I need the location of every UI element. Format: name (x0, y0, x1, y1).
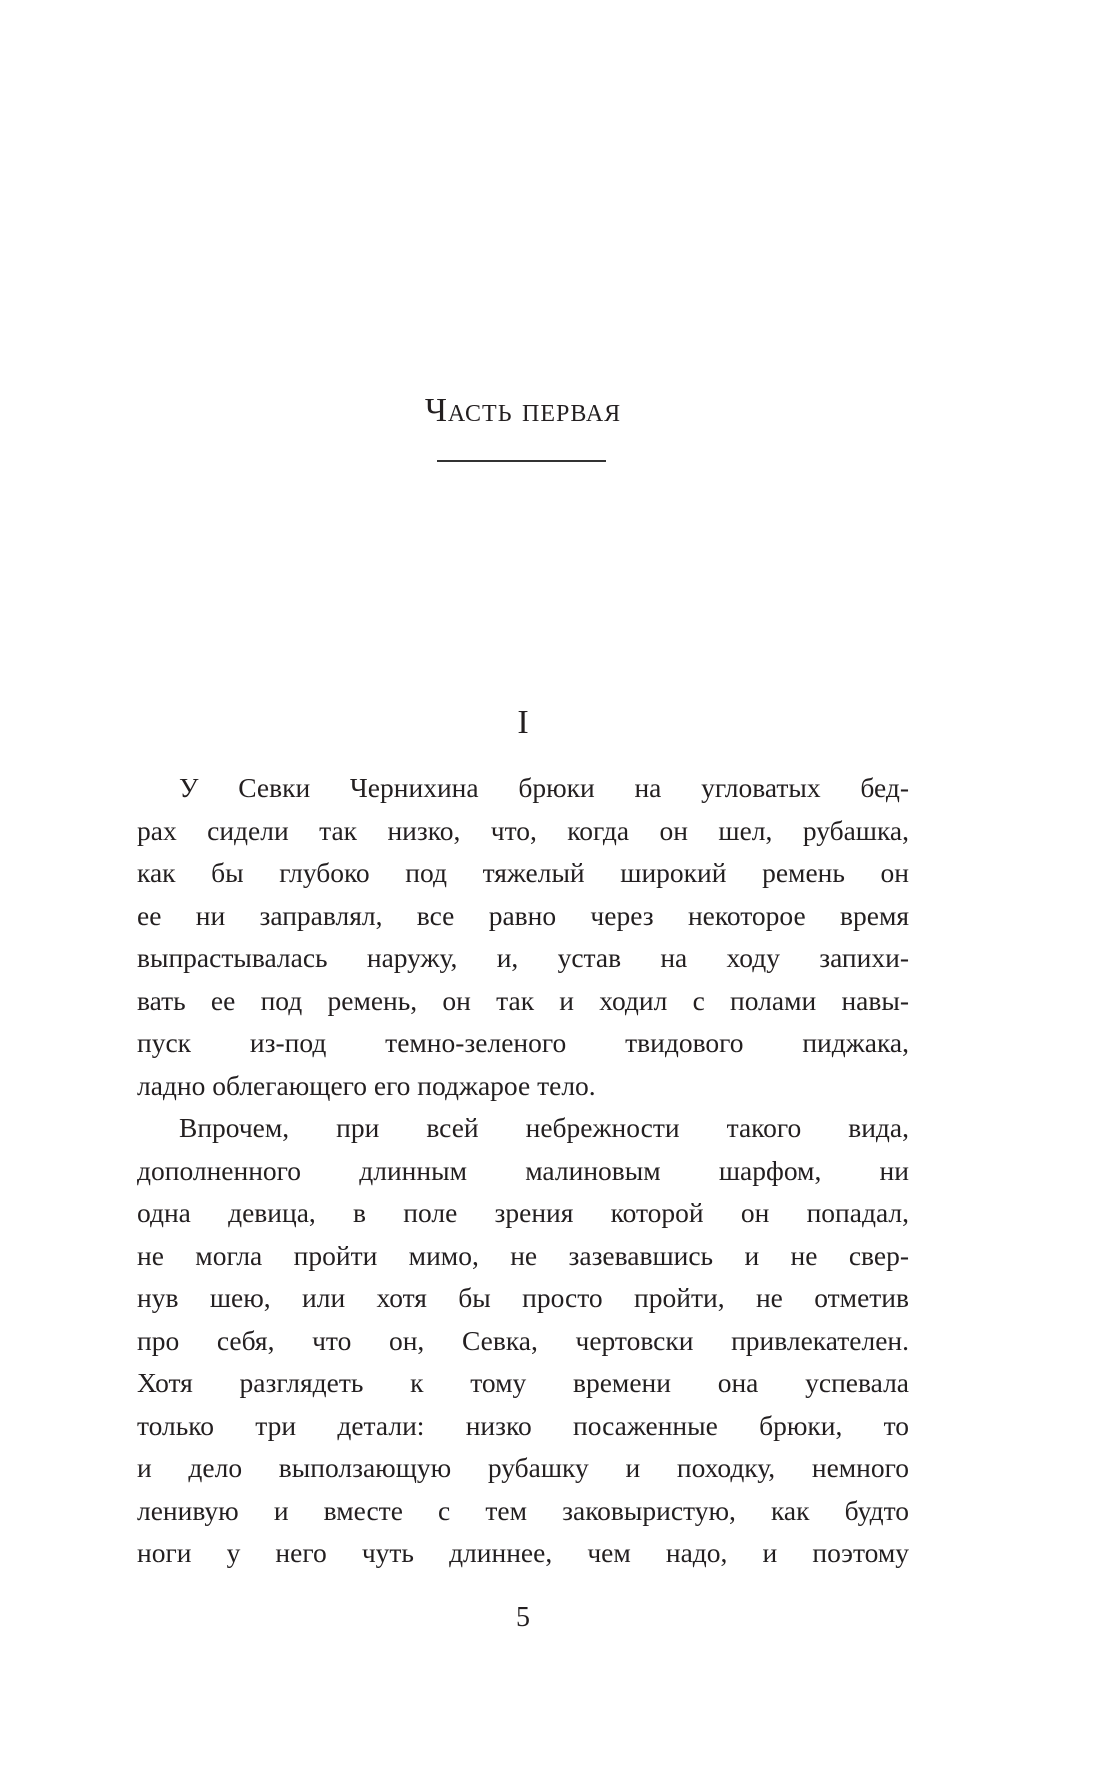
text-line: Хотя разглядеть к тому времени она успевала (137, 1367, 909, 1398)
text-line: вать ее под ремень, он так и ходил с полами навы- (137, 984, 909, 1016)
text-line: ладно облегающего его поджарое тело. (137, 1069, 596, 1101)
text-line: как бы глубоко под тяжелый широкий ремень он (137, 857, 909, 888)
page-number: 5 (516, 1602, 530, 1633)
text-line: ленивую и вместе с тем заковыристую, как будто (137, 1494, 909, 1526)
text-line: ноги у него чуть длиннее, чем надо, и поэтому (137, 1537, 909, 1568)
chapter-number: I (517, 704, 529, 741)
text-line: и дело выползающую рубашку и походку, немного (137, 1452, 909, 1483)
text-line: не могла пройти мимо, не зазевавшись и не свер- (137, 1239, 909, 1271)
paragraph (137, 767, 909, 1107)
text-line: нув шею, или хотя бы просто пройти, не отметив (137, 1282, 909, 1313)
text-line: рах сидели так низко, что, когда он шел, рубашка, (137, 814, 909, 846)
text-line: ее ни заправлял, все равно через некоторое время (137, 899, 909, 931)
text-line: дополненного длинным малиновым шарфом, ни (137, 1154, 909, 1186)
text-line: только три детали: низко посаженные брюки, то (137, 1409, 909, 1441)
text-line: пуск из-под темно-зеленого твидового пиджака, (137, 1027, 909, 1058)
text-line: про себя, что он, Севка, чертовски привлекателен. (137, 1324, 909, 1356)
body-text (137, 767, 909, 1575)
paragraph (137, 1107, 909, 1575)
text-line: У Севки Чернихина брюки на угловатых бед- (179, 772, 909, 803)
text-line: одна девица, в поле зрения которой он попадал, (137, 1197, 909, 1228)
text-line: выпрастывалась наружу, и, устав на ходу запихи- (137, 942, 909, 973)
title-divider (437, 460, 606, 462)
text-line: Впрочем, при всей небрежности такого вида, (179, 1112, 909, 1143)
part-title: Часть первая (424, 392, 622, 429)
